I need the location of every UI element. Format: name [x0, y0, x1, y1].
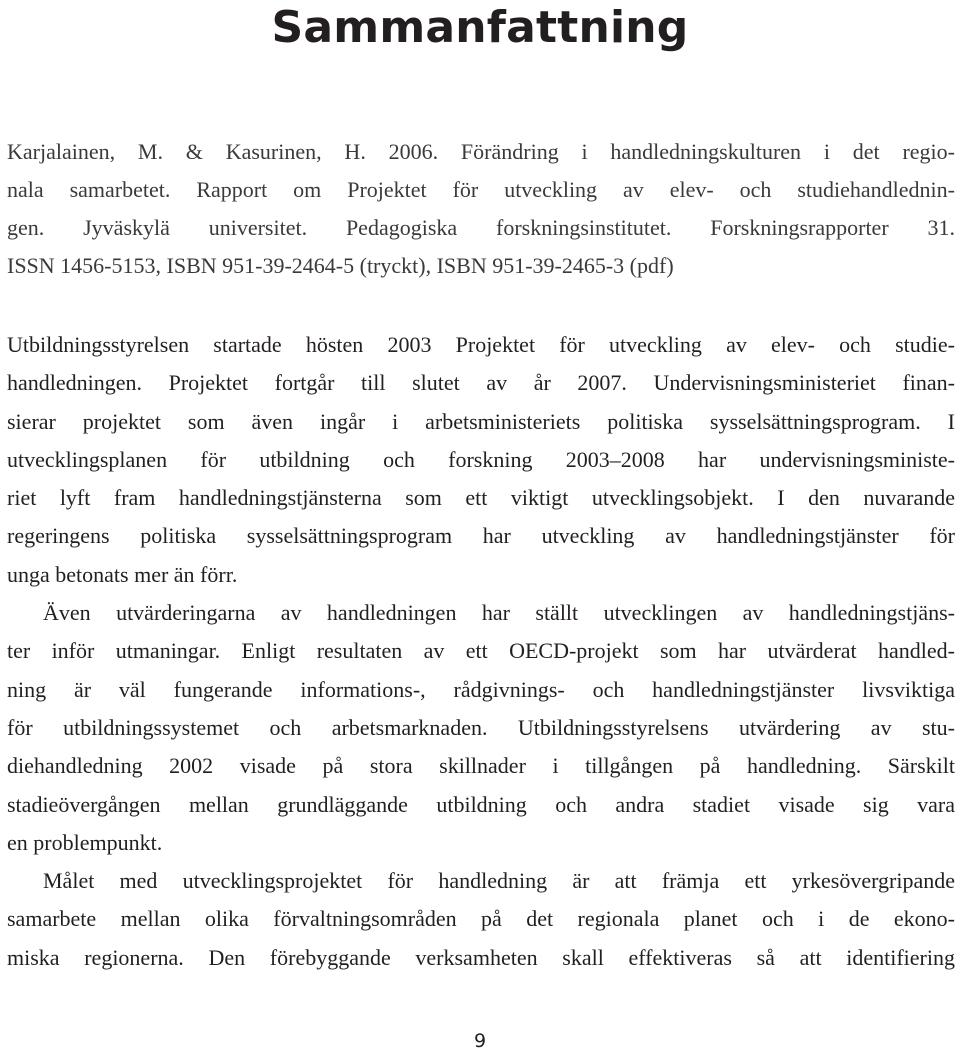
summary-body [7, 326, 955, 977]
paragraph-line: miska regionerna. Den förebyggande verksamheten skall effektiveras så att identifiering [7, 944, 955, 970]
page-number: 9 [473, 1030, 487, 1052]
reference-line: Karjalainen, M. & Kasurinen, H. 2006. Förändring i handledningskulturen i det regio- [7, 139, 955, 164]
paragraph-line: ning är väl fungerande informations-, rådgivnings- och handledningstjänster livsviktiga [7, 676, 955, 702]
paragraph-line: för utbildningssystemet och arbetsmarknaden. Utbildningsstyrelsens utvärdering av stu- [7, 714, 955, 740]
paragraph-line: Även utvärderingarna av handledningen har ställt utvecklingen av handledningstjäns- [43, 600, 955, 626]
paragraph-line: regeringens politiska sysselsättningsprogram har utveckling av handledningstjänster för [7, 523, 955, 549]
paragraph-line: unga betonats mer än förr. [7, 561, 238, 587]
paragraph-line: stadieövergången mellan grundläggande utbildning och andra stadiet visade sig vara [7, 791, 955, 817]
bibliographic-reference [7, 133, 955, 285]
paragraph-line: Målet med utvecklingsprojektet för handledning är att främja ett yrkesövergripande [43, 868, 955, 894]
paragraph-line: riet lyft fram handledningstjänsterna som ett viktigt utvecklingsobjekt. I den nuvarande [7, 485, 955, 511]
paragraph-line: ter inför utmaningar. Enligt resultaten av ett OECD-projekt som har utvärderat handled- [7, 638, 955, 664]
reference-line: gen. Jyväskylä universitet. Pedagogiska forskningsinstitutet. Forskningsrapporter 31. [7, 215, 955, 240]
paragraph-line: diehandledning 2002 visade på stora skillnader i tillgången på handledning. Särskilt [7, 753, 955, 779]
paragraph-line: sierar projektet som även ingår i arbetsministeriets politiska sysselsättningsprogram. I [7, 408, 955, 434]
reference-line: ISSN 1456-5153, ISBN 951-39-2464-5 (tryckt), ISBN 951-39-2465-3 (pdf) [7, 253, 674, 278]
paragraph-line: samarbete mellan olika förvaltningsområden på det regionala planet och i de ekono- [7, 906, 955, 932]
page-title: Sammanfattning [271, 2, 689, 53]
paragraph-line: utvecklingsplanen för utbildning och forskning 2003–2008 har undervisningsministe- [7, 446, 955, 472]
paragraph-line: handledningen. Projektet fortgår till slutet av år 2007. Undervisningsministeriet finan- [7, 370, 955, 396]
paragraph-line: en problempunkt. [7, 829, 163, 855]
paragraph-line: Utbildningsstyrelsen startade hösten 2003 Projektet för utveckling av elev- och studie- [7, 332, 955, 357]
reference-line: nala samarbetet. Rapport om Projektet för utveckling av elev- och studiehandlednin- [7, 177, 955, 202]
